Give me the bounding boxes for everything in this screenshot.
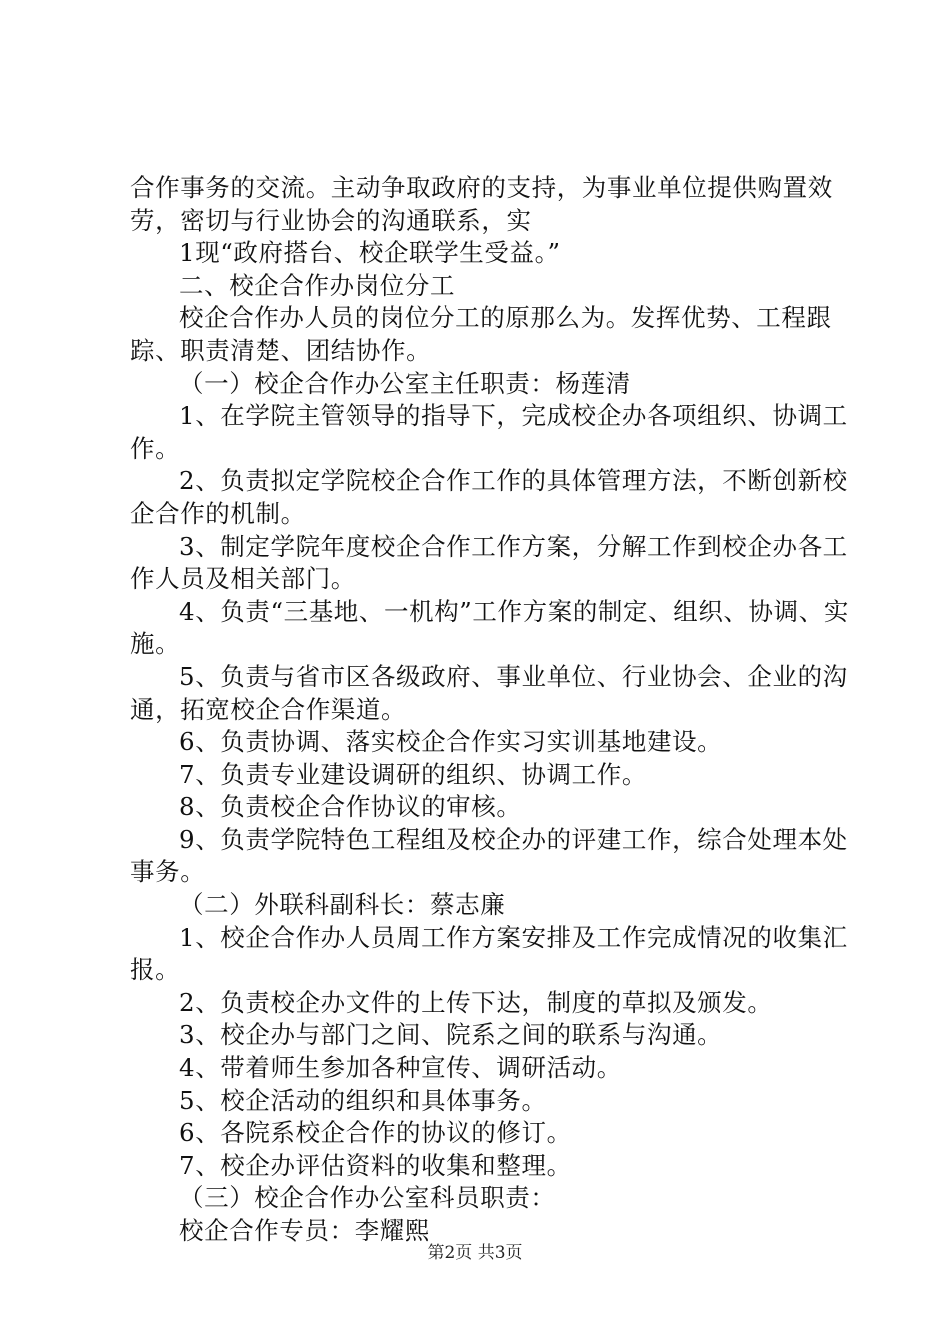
duty-item: 1、在学院主管领导的指导下，完成校企办各项组织、协调工作。: [130, 401, 848, 463]
duty-item: 8、负责校企合作协议的审核。: [179, 792, 522, 822]
section-heading-2: 二、校企合作办岗位分工: [179, 270, 456, 300]
subsection-heading-1: （一）校企合作办公室主任职责：杨莲清: [179, 368, 631, 398]
subsection-heading-2: （二）外联科副科长：蔡志廉: [179, 890, 506, 920]
duty-item: 3、制定学院年度校企合作工作方案，分解工作到校企办各工作人员及相关部门。: [130, 531, 848, 594]
duty-item: 1、校企合作办人员周工作方案安排及工作完成情况的收集汇报。: [130, 922, 848, 985]
duty-item: 9、负责学院特色工程组及校企办的评建工作，综合处理本处事务。: [130, 824, 848, 887]
duty-item: 5、负责与省市区各级政府、事业单位、行业协会、企业的沟通，拓宽校企合作渠道。: [130, 661, 848, 724]
staff-assignment: 校企合作专员：李耀熙: [179, 1216, 430, 1245]
paragraph-slogan: 1现“政府搭台、校企联学生受益。”: [179, 238, 561, 268]
duty-item: 4、带着师生参加各种宣传、调研活动。: [179, 1053, 622, 1083]
duty-item: 7、校企办评估资料的收集和整理。: [179, 1150, 572, 1180]
duty-item: 2、负责拟定学院校企合作工作的具体管理方法，不断创新校企合作的机制。: [130, 466, 848, 528]
duty-item: 5、校企活动的组织和具体事务。: [179, 1085, 547, 1115]
subsection-heading-3: （三）校企合作办公室科员职责：: [179, 1183, 556, 1213]
duty-item: 6、负责协调、落实校企合作实习实训基地建设。: [179, 727, 723, 757]
duty-item: 6、各院系校企合作的协议的修订。: [179, 1118, 572, 1148]
duty-item: 2、负责校企办文件的上传下达，制度的草拟及颁发。: [179, 987, 773, 1017]
document-body: [130, 172, 850, 1248]
duty-item: 4、负责“三基地、一机构”工作方案的制定、组织、协调、实施。: [130, 596, 849, 659]
paragraph-principle: 校企合作办人员的岗位分工的原那么为。发挥优势、工程跟踪、职责清楚、团结协作。: [130, 303, 832, 365]
duty-item: 3、校企办与部门之间、院系之间的联系与沟通。: [179, 1020, 723, 1050]
paragraph-continuation: 合作事务的交流。主动争取政府的支持，为事业单位提供购置效劳，密切与行业协会的沟通联系，实: [130, 173, 833, 235]
page-number-footer: 第2页 共3页: [427, 1243, 523, 1263]
duty-item: 7、负责专业建设调研的组织、协调工作。: [179, 759, 647, 789]
